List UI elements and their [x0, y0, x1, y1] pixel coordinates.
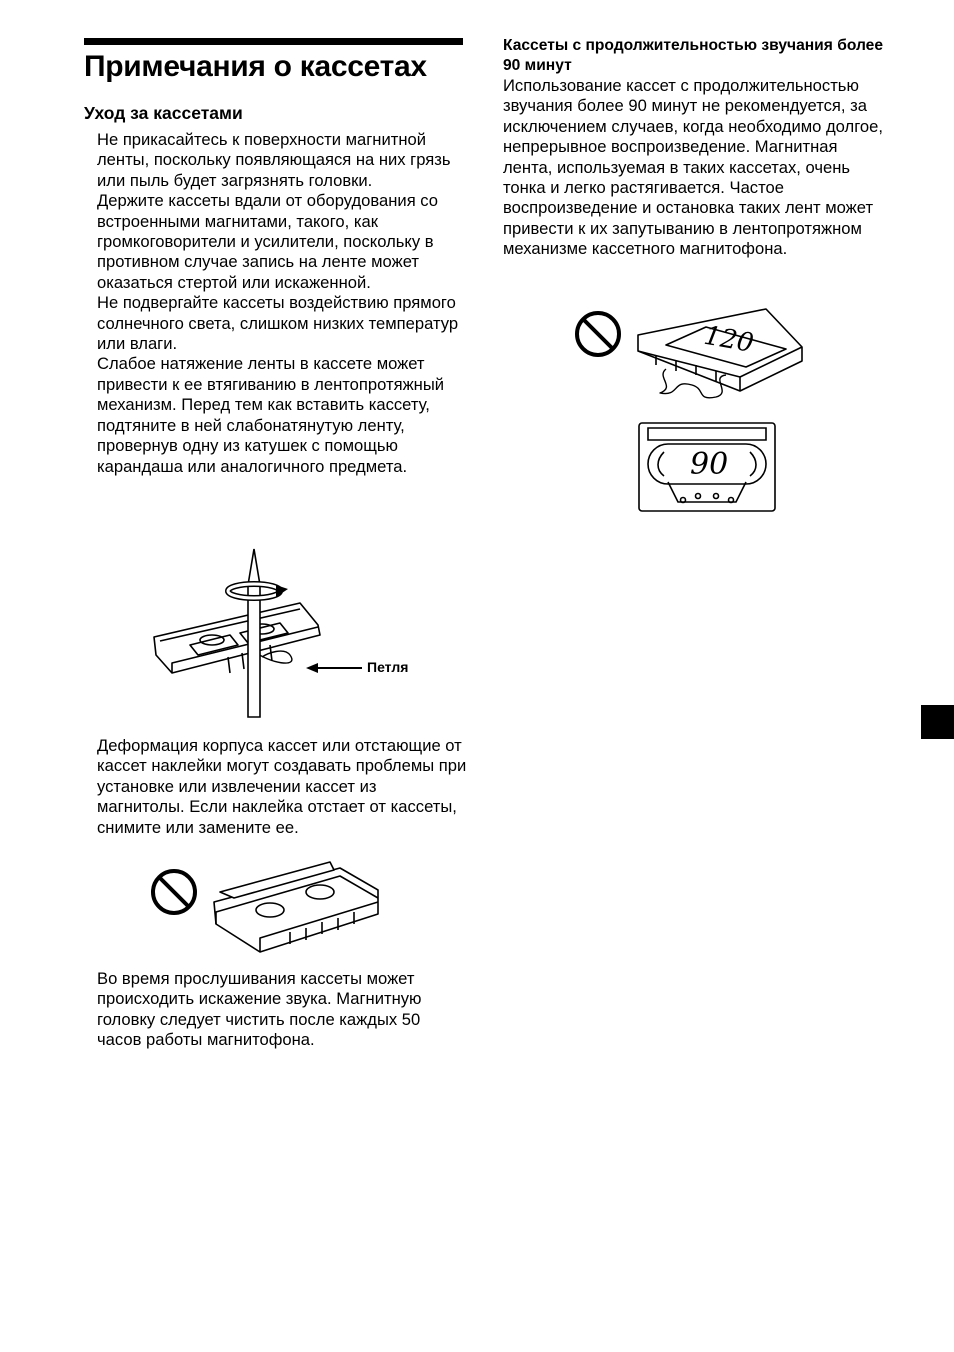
care-item: Слабое натяжение ленты в кассете может привести к ее втягиванию в лентопротяжный механизм. Перед тем как вставить кассету, подтяните в ней слабонатянутую ленту, провернув одну из катушек с помощью карандаша или аналогичного предмета.	[97, 354, 445, 476]
long-cassettes-text: Использование кассет с продолжительностью звучания более 90 минут не рекомендуется, за исключением случаев, когда необходимо долгое, непрерывное воспроизведение. Магнитная лента, используемая в таких кассетах, очень тонка и легко растягивается. Частое воспроизведение и остановка таких лент может привести к их запутыванию в лентопротяжном механизме кассетного магнитофона.	[503, 76, 883, 259]
pencil-cassette-illustration	[150, 545, 330, 720]
peeling-label-cassette-illustration	[210, 862, 382, 954]
page-title: Примечания о кассетах	[84, 50, 427, 83]
page-section-tab	[921, 705, 954, 739]
care-item: Не подвергайте кассеты воздействию прямого солнечного света, слишком низких температур или влаги.	[97, 293, 459, 354]
long-cassettes-heading: Кассеты с продолжительностью звучания более 90 минут	[503, 37, 884, 74]
care-list	[97, 130, 467, 477]
callout-arrow	[306, 662, 362, 674]
loop-callout-label: Петля	[367, 659, 409, 675]
cassette-90-illustration	[638, 422, 776, 512]
care-item: Не прикасайтесь к поверхности магнитной ленты, поскольку появляющаяся на них грязь или пыль будет загрязнять головки.	[97, 130, 451, 190]
title-rule	[84, 38, 463, 45]
cassette-length-label: 120	[701, 320, 756, 359]
cassette-length-label: 90	[690, 447, 729, 482]
distortion-text: Во время прослушивания кассеты может происходить искажение звука. Магнитную головку следует чистить после каждых 50 часов работы магнитофона.	[97, 969, 422, 1050]
care-heading: Уход за кассетами	[84, 103, 243, 123]
tangled-cassette-illustration	[636, 305, 806, 405]
care-item: Держите кассеты вдали от оборудования со встроенными магнитами, такого, как громкоговорители и усилители, поскольку в противном случае запись на ленте может оказаться стертой или искаженной.	[97, 191, 439, 292]
prohibited-icon	[574, 310, 622, 358]
cassette-body	[154, 603, 320, 673]
pencil-icon	[248, 585, 260, 717]
prohibited-icon	[150, 868, 198, 916]
deformation-text: Деформация корпуса кассет или отстающие от кассет наклейки могут создавать проблемы при установке или извлечении кассет из магнитолы. Если наклейка отстает от кассеты, снимите или замените ее.	[97, 736, 467, 837]
